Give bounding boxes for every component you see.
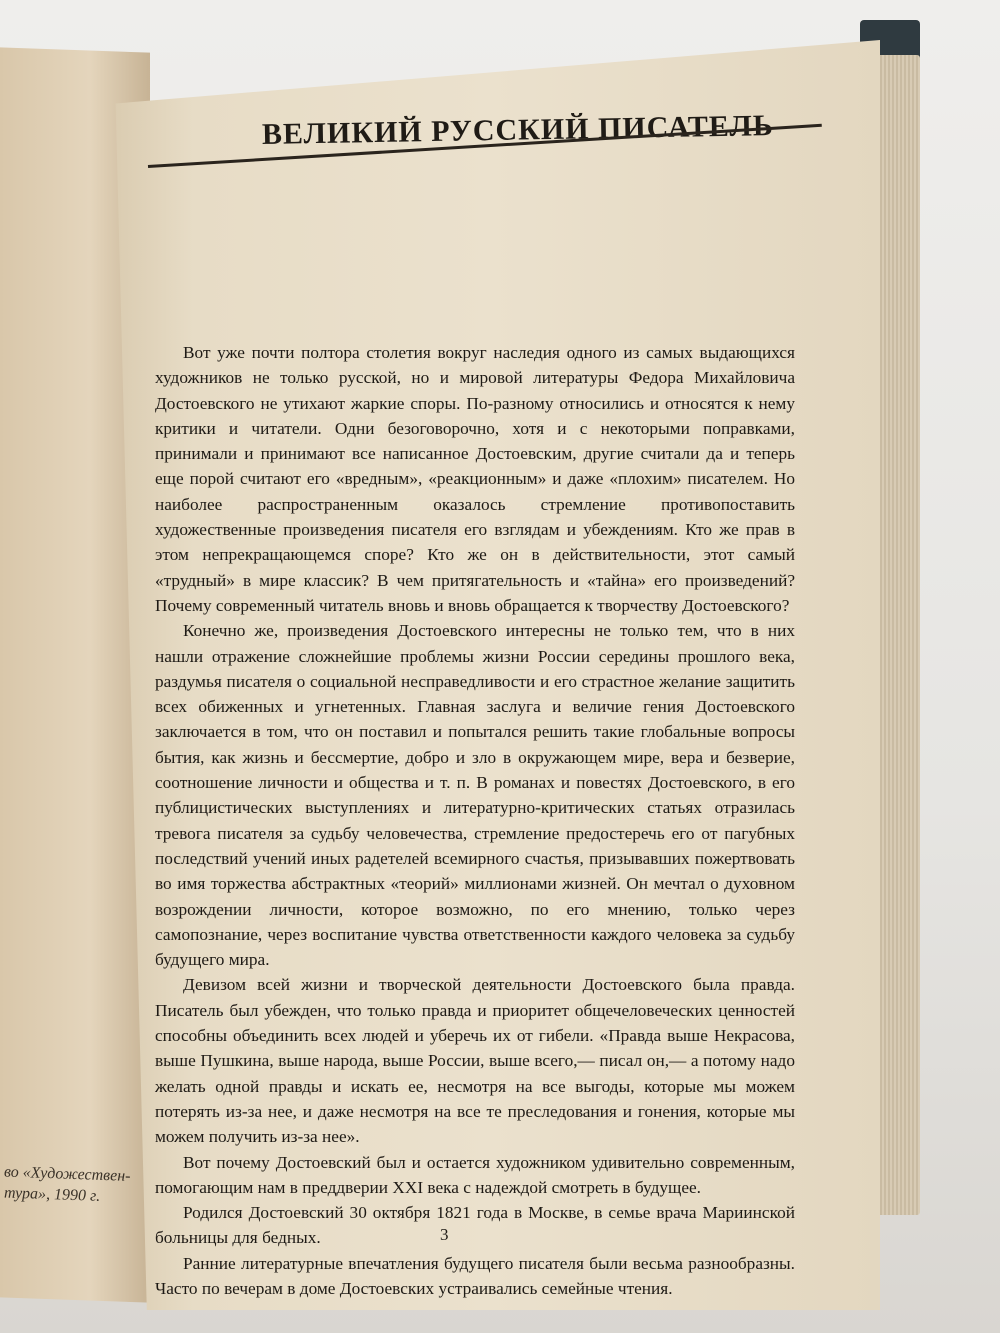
chapter-title: ВЕЛИКИЙ РУССКИЙ ПИСАТЕЛЬ <box>261 109 774 151</box>
body-text <box>155 340 795 1301</box>
bleed-through-text <box>760 115 880 277</box>
paragraph-1: Вот уже почти полтора столетия вокруг наследия одного из самых выдающихся художников не только русской, но и мировой литературы Федора Михайловича Достоевского не утихают жаркие споры. По-разному относились и относятся к нему критики и читатели. Одни безоговорочно, хотя и с некоторыми поправками, принимали и принимают все написанное Достоевским, другие считали да и теперь еще порой считают его «вредным», «реакционным» и даже «плохим» писателем. Но наиболее распространенным оказалось стремление противопоставить художественные произведения писателя его взглядам и убеждениям. Кто же прав в этом непрекращающемся споре? Кто же он в действительности, этот самый «трудный» в мире классик? В чем притягательность и «тайна» его произведений? Почему современный читатель вновь и вновь обращается к творчеству Достоевского? <box>155 343 795 615</box>
paragraph-6: Ранние литературные впечатления будущего писателя были весьма разнообразны. Часто по вечерам в доме Достоевских устраивались семейные чтения. <box>155 1253 795 1298</box>
paragraph-2: Конечно же, произведения Достоевского интересны не только тем, что в них нашли отражение сложнейшие проблемы жизни России середины прошлого века, раздумья писателя о социальной несправедливости и его страстное желание защитить всех обиженных и угнетенных. Главная заслуга и величие гения Достоевского заключается в том, что он поставил и попытался решить такие глобальные вопросы бытия, как жизнь и бессмертие, добро и зло в окружающем мире, вера и безверие, соотношение личности и общества и т. п. В романах и повестях Достоевского, в его публицистических выступлениях и литературно-критических статьях отразилась тревога писателя за судьбу человечества, стремление предостеречь его от пагубных последствий учений иных радетелей всемирного счастья, призывавших пожертвовать во имя торжества абстрактных «теорий» миллионами жизней. Он мечтал о духовном возрождении личности, которое возможно, по его мнению, только через самопознание, через воспитание чувства ответственности каждого человека за судьбу будущего мира. <box>155 621 795 970</box>
paragraph-3: Девизом всей жизни и творческой деятельности Достоевского была правда. Писатель был убежден, что только правда и приоритет общечеловеческих ценностей способны объединить всех людей и уберечь их от гибели. «Правда выше Некрасова, выше Пушкина, выше народа, выше России, выше всего,— писал он,— а потому надо желать одной правды и искать ее, несмотря на все выгоды, которые мы можем потерять из-за нее, и даже несмотря на все те преследования и гонения, которые мы можем получить из-за нее». <box>155 975 795 1147</box>
left-page-footnote: во «Художествен-тура», 1990 г. <box>4 1163 131 1205</box>
paragraph-5: Родился Достоевский 30 октября 1821 года в Москве, в семье врача Мариинской больницы для бедных. <box>155 1203 795 1248</box>
page-number: 3 <box>440 1225 449 1244</box>
paragraph-4: Вот почему Достоевский был и остается художником удивительно современным, помогающим нам в преддверии XXI века с надеждой смотреть в будущее. <box>155 1152 795 1197</box>
